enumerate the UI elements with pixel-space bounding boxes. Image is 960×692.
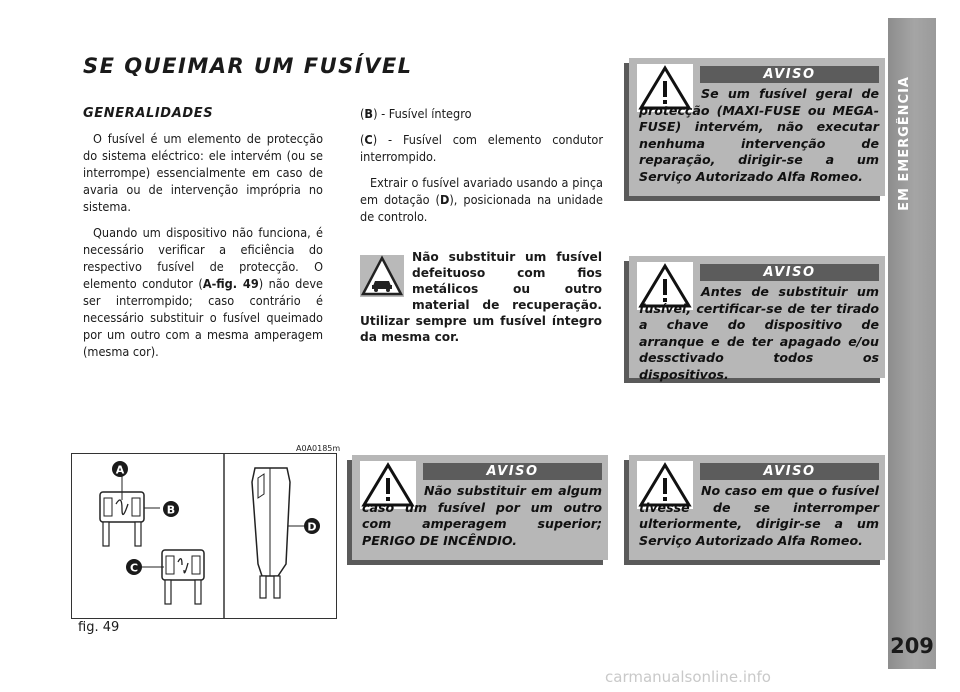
section-label: EM EMERGÊNCIA xyxy=(897,76,912,211)
paragraph-2-text-a: Quando um dispositivo não funciona, é necessário verificar a eficiência do respectivo fusível de protecção. O elemento condutor ( xyxy=(83,225,323,291)
warning-header: AVISO xyxy=(423,463,602,480)
warning-text: Se um fusível geral de protecção (MAXI-FUSE ou MEGA-FUSE) intervém, não executar nenhuma intervenção de reparação, dirigir-se a um Serviço Autorizado Alfa Romeo. xyxy=(639,86,879,184)
warning-box-3 xyxy=(352,455,608,560)
item-c: (C) - Fusível com elemento condutor interrompido. xyxy=(360,132,603,164)
figure-caption: fig. 49 xyxy=(78,620,120,635)
label-d: D xyxy=(307,520,317,534)
figure-reference: A-fig. 49 xyxy=(202,276,259,291)
warning-text: No caso em que o fusível tivesse de se interromper ulteriormente, dirigir-se a um Serviço Autorizado Alfa Romeo. xyxy=(639,483,879,548)
fuse-intact-drawing xyxy=(100,474,160,546)
section-sidebar xyxy=(888,18,936,669)
fuse-figure xyxy=(71,453,337,619)
paragraph-1: O fusível é um elemento de protecção do sistema eléctrico: ele intervém (ou se interrompe) essencialmente em caso de avaria ou de intervenção imprópria no sistema. xyxy=(83,131,323,214)
figure-code: A0A0185m xyxy=(296,444,341,453)
item-b-letter: B xyxy=(364,106,374,121)
warning-header: AVISO xyxy=(700,66,879,83)
paragraph-3 xyxy=(360,174,603,225)
page-number: 209 xyxy=(890,634,934,658)
column-left xyxy=(83,105,323,369)
warning-text: Antes de substituir um fusível, certificar-se de ter tirado a chave do dispositivo de arranque e de ter apagado e/ou dessctivado todos os dispositivos. xyxy=(639,284,879,382)
item-b-text: ) - Fusível íntegro xyxy=(373,106,472,121)
caution-text: Não substituir um fusível defeituoso com fios metálicos ou outro material de recuperação. Utilizar sempre um fusível íntegro da mesma cor. xyxy=(360,250,602,344)
column-middle xyxy=(360,105,603,234)
warning-box-2 xyxy=(629,256,885,382)
warning-text: Não substituir em algum caso um fusível por um outro com amperagem superior; PERIGO DE INCÊNDIO. xyxy=(362,483,602,548)
item-d-letter: D xyxy=(439,192,450,207)
item-c-text: ) - Fusível com elemento condutor interrompido. xyxy=(360,132,603,164)
fuse-blown-drawing xyxy=(142,550,204,604)
section-subtitle: GENERALIDADES xyxy=(83,106,214,121)
item-c-letter: C xyxy=(364,132,373,147)
page-title: SE QUEIMAR UM FUSÍVEL xyxy=(83,54,413,78)
fuse-illustration xyxy=(72,454,336,618)
label-a: A xyxy=(115,463,125,477)
caution-note xyxy=(360,249,602,345)
warning-header: AVISO xyxy=(700,463,879,480)
paragraph-2 xyxy=(83,224,323,360)
car-warning-icon xyxy=(360,255,404,297)
warning-header: AVISO xyxy=(700,264,879,281)
fuse-puller-drawing xyxy=(252,468,308,598)
warning-box-4 xyxy=(629,455,885,560)
paragraph-3-text-a: Extrair o fusível avariado usando a pinça em dotação ( xyxy=(360,175,603,207)
watermark: carmanualsonline.info xyxy=(605,668,771,686)
warning-box-1 xyxy=(629,58,885,196)
label-c: C xyxy=(129,561,139,575)
paragraph-2-text-b: ) não deve ser interrompido; caso contrário é necessário substituir o fusível queimado por um outro com a mesma amperagem (mesma cor). xyxy=(83,276,323,359)
paragraph-3-text-b: ), posicionada na unidade de controlo. xyxy=(360,192,603,224)
label-b: B xyxy=(166,503,176,517)
item-b: (B) - Fusível íntegro xyxy=(360,106,472,121)
